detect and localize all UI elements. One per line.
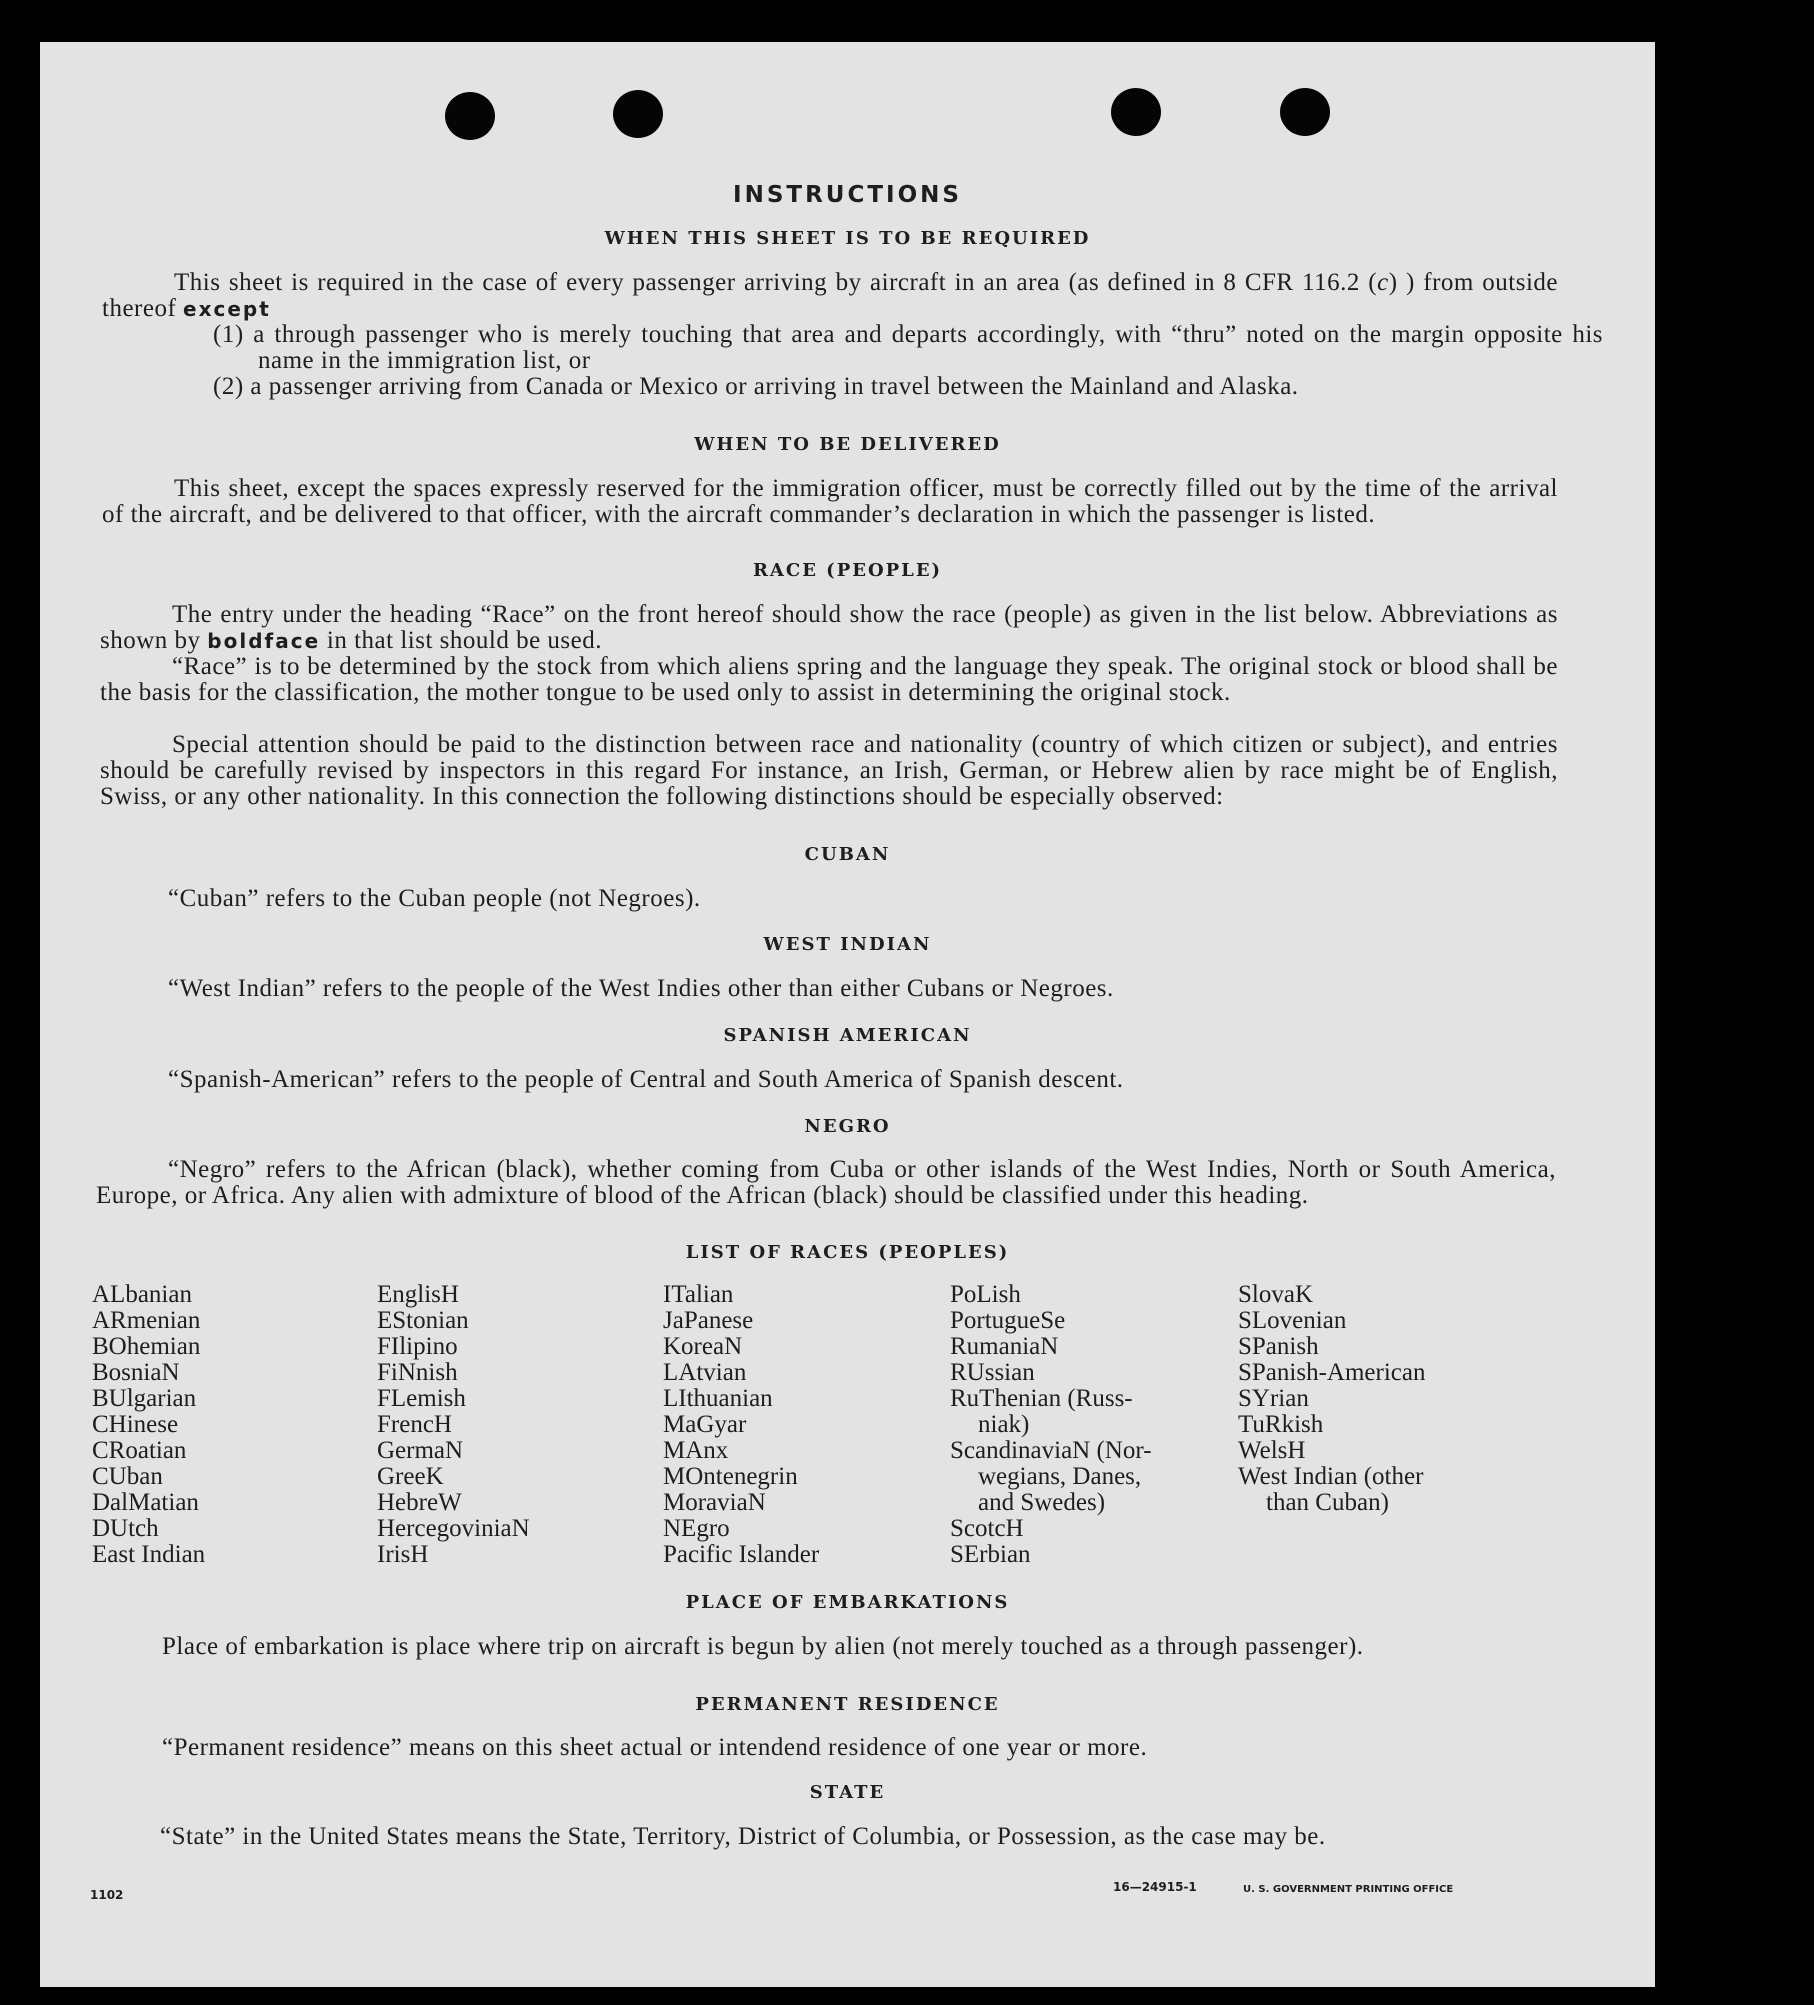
race-list-item: MAnx [663, 1437, 729, 1464]
punch-hole [1280, 88, 1330, 136]
list-item-canada-mexico: (2) a passenger arriving from Canada or Mexico or arriving in travel between the Mainland and Alaska. [213, 373, 1299, 400]
document-title: INSTRUCTIONS [733, 182, 962, 208]
section-heading-west-indian: WEST INDIAN [763, 934, 932, 955]
race-list-item: SPanish-American [1238, 1359, 1426, 1386]
race-list-item: RumaniaN [950, 1333, 1059, 1360]
punch-hole [613, 90, 663, 138]
paragraph-race-stock: “Race” is to be determined by the stock from which aliens spring and the language they speak. The original stock or blood shall be the basis for the classification, the mother tongue to be used only to assist in determining the original stock. [100, 653, 1558, 706]
race-list-item: TuRkish [1238, 1411, 1324, 1438]
race-list-item: EnglisH [377, 1281, 459, 1308]
race-list-item: CUban [92, 1463, 163, 1490]
paragraph-required-intro: This sheet is required in the case of every passenger arriving by aircraft in an area (as defined in 8 CFR 116.2 (c) ) from outside thereof except [102, 269, 1558, 322]
race-list-item: FiNnish [377, 1359, 458, 1386]
race-list-item: ARmenian [92, 1307, 201, 1334]
race-list-item: RuThenian (Russ- [950, 1385, 1133, 1412]
section-heading-list-of-races: LIST OF RACES (PEOPLES) [685, 1242, 1010, 1263]
section-heading-permanent-residence: PERMANENT RESIDENCE [695, 1694, 1000, 1715]
section-heading-race: RACE (PEOPLE) [752, 560, 943, 581]
race-list-item: BosniaN [92, 1359, 180, 1386]
race-list-item: NEgro [663, 1515, 730, 1542]
race-list-item: DUtch [92, 1515, 159, 1542]
race-list-item: FrencH [377, 1411, 452, 1438]
race-list-item: CRoatian [92, 1437, 187, 1464]
race-list-item: GreeK [377, 1463, 444, 1490]
race-list-item: BUlgarian [92, 1385, 197, 1412]
paragraph-spanish-american: “Spanish-American” refers to the people of Central and South America of Spanish descent. [168, 1066, 1124, 1093]
section-heading-spanish-american: SPANISH AMERICAN [723, 1025, 972, 1046]
race-list-column-2 [377, 1282, 530, 1568]
paragraph-race-entry: The entry under the heading “Race” on the front hereof should show the race (people) as given in the list below. Abbreviations as shown by boldface in that list should be used. [100, 601, 1558, 654]
print-code: 16—24915-1 [1113, 1880, 1197, 1894]
race-list-item: KoreaN [663, 1333, 743, 1360]
paragraph-permanent-residence: “Permanent residence” means on this sheet actual or intendend residence of one year or more. [162, 1734, 1148, 1761]
race-list-item: HebreW [377, 1489, 462, 1516]
race-list-item: SYrian [1238, 1385, 1309, 1412]
race-list-item: than Cuban) [1266, 1489, 1389, 1516]
race-list-item: EStonian [377, 1307, 469, 1334]
race-list-item: FIlipino [377, 1333, 458, 1360]
punch-hole [1111, 88, 1161, 136]
race-list-item: WelsH [1238, 1437, 1306, 1464]
race-list-item: PoLish [950, 1281, 1021, 1308]
race-list-item: HercegoviniaN [377, 1515, 530, 1542]
paragraph-race-nationality: Special attention should be paid to the distinction between race and nationality (country of which citizen or subject), and entries should be carefully revised by inspectors in this regard For instance, an Irish, German, or Hebrew alien by race might be of English, Swiss, or any other nationality. In this connection the following distinctions should be especially observed: [100, 731, 1558, 810]
paragraph-west-indian: “West Indian” refers to the people of the West Indies other than either Cubans or Negroes. [168, 975, 1114, 1002]
race-list-item: ITalian [663, 1281, 734, 1308]
paragraph-delivered: This sheet, except the spaces expressly reserved for the immigration officer, must be correctly filled out by the time of the arrival of the aircraft, and be delivered to that officer, with the aircraft commander’s declaration in which the passenger is listed. [102, 475, 1558, 528]
race-list-item: CHinese [92, 1411, 179, 1438]
section-heading-state: STATE [809, 1782, 886, 1803]
race-list-item: ScandinaviaN (Nor- [950, 1437, 1152, 1464]
race-list-item: PortugueSe [950, 1307, 1066, 1334]
race-list-item: BOhemian [92, 1333, 201, 1360]
race-list-item: DalMatian [92, 1489, 199, 1516]
section-heading-embarkation: PLACE OF EMBARKATIONS [685, 1592, 1010, 1613]
printer-imprint: U. S. GOVERNMENT PRINTING OFFICE [1243, 1884, 1454, 1895]
race-list-item: FLemish [377, 1385, 466, 1412]
section-heading-delivered: WHEN TO BE DELIVERED [694, 434, 1001, 455]
race-list-column-4 [950, 1282, 1152, 1568]
race-list-item: MOntenegrin [663, 1463, 798, 1490]
race-list-item: wegians, Danes, [978, 1463, 1142, 1490]
race-list-item: LIthuanian [663, 1385, 773, 1412]
race-list-item: East Indian [92, 1541, 206, 1568]
section-heading-negro: NEGRO [804, 1116, 891, 1137]
race-list-column-5 [1238, 1282, 1425, 1516]
race-list-column-1 [92, 1282, 205, 1568]
paragraph-negro: “Negro” refers to the African (black), whether coming from Cuba or other islands of the West Indies, North or South America, Europe, or Africa. Any alien with admixture of blood of the African (black) should be classified under this heading. [96, 1156, 1556, 1209]
race-list-item: Pacific Islander [663, 1541, 820, 1568]
race-list-item: SLovenian [1238, 1307, 1347, 1334]
race-list-item: LAtvian [663, 1359, 747, 1386]
paragraph-embarkation: Place of embarkation is place where trip on aircraft is begun by alien (not merely touched as a through passenger). [162, 1633, 1364, 1660]
section-heading-required: WHEN THIS SHEET IS TO BE REQUIRED [604, 228, 1091, 249]
race-list-item: GermaN [377, 1437, 464, 1464]
race-list-column-3 [663, 1282, 819, 1568]
race-list-item: SPanish [1238, 1333, 1319, 1360]
race-list-item: and Swedes) [978, 1489, 1106, 1516]
race-list-item: ScotcH [950, 1515, 1024, 1542]
race-list-item: SlovaK [1238, 1281, 1313, 1308]
list-item-through-passenger: (1) a through passenger who is merely touching that area and departs accordingly, with “thru” noted on the margin opposite his name in the immigration list, or [213, 321, 1603, 374]
race-list-item: niak) [978, 1411, 1030, 1438]
race-list-item: RUssian [950, 1359, 1035, 1386]
race-list-item: SErbian [950, 1541, 1031, 1568]
punch-hole [445, 92, 495, 140]
race-list-item: IrisH [377, 1541, 429, 1568]
race-list-item: West Indian (other [1238, 1463, 1424, 1490]
race-list-item: JaPanese [663, 1307, 754, 1334]
paragraph-state: “State” in the United States means the State, Territory, District of Columbia, or Possession, as the case may be. [160, 1823, 1326, 1850]
form-number: 1102 [90, 1888, 124, 1902]
section-heading-cuban: CUBAN [804, 844, 891, 865]
paragraph-cuban: “Cuban” refers to the Cuban people (not Negroes). [168, 885, 701, 912]
race-list-item: MaGyar [663, 1411, 747, 1438]
document-sheet [40, 42, 1655, 1987]
race-list-item: MoraviaN [663, 1489, 766, 1516]
race-list-item: ALbanian [92, 1281, 192, 1308]
